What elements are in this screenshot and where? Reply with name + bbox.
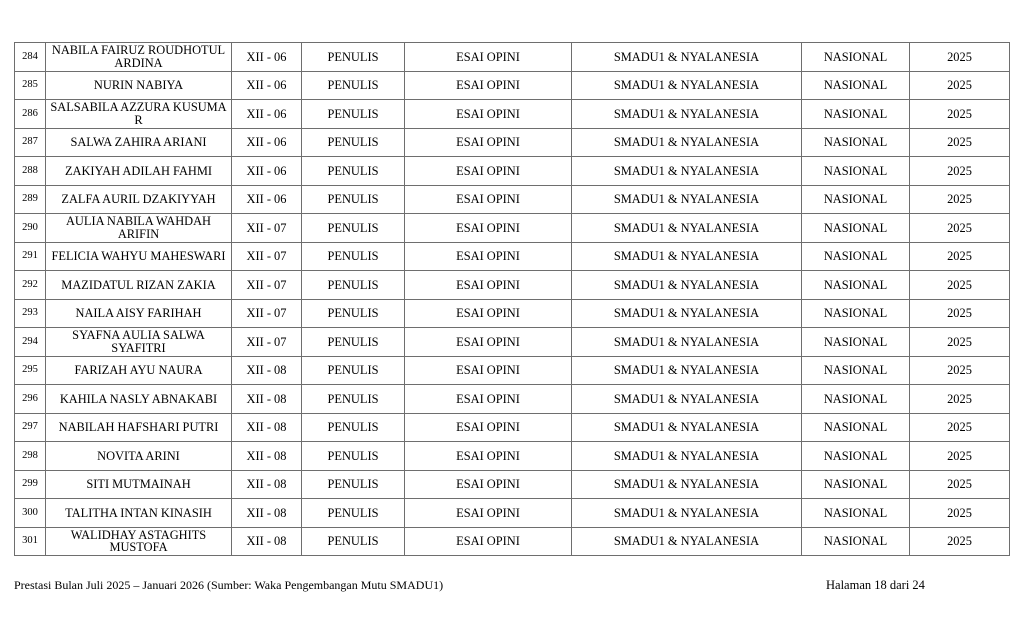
cell-competition: ESAI OPINI: [405, 271, 572, 300]
cell-year: 2025: [910, 271, 1010, 300]
cell-organizer: SMADU1 & NYALANESIA: [572, 157, 802, 186]
cell-organizer: SMADU1 & NYALANESIA: [572, 271, 802, 300]
achievement-table-wrapper: [14, 42, 1010, 556]
cell-student-name: SALWA ZAHIRA ARIANI: [46, 128, 232, 157]
cell-competition: ESAI OPINI: [405, 100, 572, 129]
table-row: [15, 71, 1010, 100]
cell-level: NASIONAL: [802, 328, 910, 357]
cell-role: PENULIS: [302, 214, 405, 243]
cell-competition: ESAI OPINI: [405, 43, 572, 72]
cell-organizer: SMADU1 & NYALANESIA: [572, 328, 802, 357]
cell-year: 2025: [910, 71, 1010, 100]
cell-student-name: FELICIA WAHYU MAHESWARI: [46, 242, 232, 271]
cell-year: 2025: [910, 185, 1010, 214]
cell-role: PENULIS: [302, 385, 405, 414]
cell-organizer: SMADU1 & NYALANESIA: [572, 242, 802, 271]
cell-organizer: SMADU1 & NYALANESIA: [572, 385, 802, 414]
cell-class: XII - 07: [232, 328, 302, 357]
cell-student-name: NURIN NABIYA: [46, 71, 232, 100]
cell-organizer: SMADU1 & NYALANESIA: [572, 299, 802, 328]
cell-level: NASIONAL: [802, 43, 910, 72]
cell-role: PENULIS: [302, 442, 405, 471]
cell-student-name: ZALFA AURIL DZAKIYYAH: [46, 185, 232, 214]
table-row: [15, 271, 1010, 300]
cell-number: 301: [15, 527, 46, 556]
cell-organizer: SMADU1 & NYALANESIA: [572, 499, 802, 528]
cell-role: PENULIS: [302, 43, 405, 72]
cell-year: 2025: [910, 385, 1010, 414]
table-row: [15, 157, 1010, 186]
cell-role: PENULIS: [302, 100, 405, 129]
cell-number: 286: [15, 100, 46, 129]
cell-student-name: TALITHA INTAN KINASIH: [46, 499, 232, 528]
cell-competition: ESAI OPINI: [405, 442, 572, 471]
cell-student-name: NAILA AISY FARIHAH: [46, 299, 232, 328]
cell-number: 290: [15, 214, 46, 243]
cell-year: 2025: [910, 43, 1010, 72]
cell-role: PENULIS: [302, 470, 405, 499]
cell-level: NASIONAL: [802, 71, 910, 100]
cell-year: 2025: [910, 157, 1010, 186]
cell-role: PENULIS: [302, 328, 405, 357]
cell-competition: ESAI OPINI: [405, 527, 572, 556]
cell-student-name: SALSABILA AZZURA KUSUMA R: [46, 100, 232, 129]
table-row: [15, 385, 1010, 414]
cell-class: XII - 06: [232, 100, 302, 129]
cell-year: 2025: [910, 442, 1010, 471]
cell-class: XII - 07: [232, 271, 302, 300]
cell-competition: ESAI OPINI: [405, 157, 572, 186]
cell-class: XII - 07: [232, 214, 302, 243]
cell-level: NASIONAL: [802, 442, 910, 471]
cell-role: PENULIS: [302, 527, 405, 556]
cell-number: 289: [15, 185, 46, 214]
cell-organizer: SMADU1 & NYALANESIA: [572, 442, 802, 471]
cell-student-name: KAHILA NASLY ABNAKABI: [46, 385, 232, 414]
footer-source: Prestasi Bulan Juli 2025 – Januari 2026 (Sumber: Waka Pengembangan Mutu SMADU1): [14, 578, 444, 592]
cell-student-name: NABILA FAIRUZ ROUDHOTUL ARDINA: [46, 43, 232, 72]
table-row: [15, 527, 1010, 556]
footer-page-number: Halaman 18 dari 24: [826, 578, 925, 592]
cell-organizer: SMADU1 & NYALANESIA: [572, 185, 802, 214]
cell-class: XII - 06: [232, 185, 302, 214]
cell-student-name: AULIA NABILA WAHDAH ARIFIN: [46, 214, 232, 243]
cell-class: XII - 08: [232, 527, 302, 556]
cell-organizer: SMADU1 & NYALANESIA: [572, 128, 802, 157]
cell-number: 299: [15, 470, 46, 499]
cell-level: NASIONAL: [802, 242, 910, 271]
cell-level: NASIONAL: [802, 527, 910, 556]
cell-number: 287: [15, 128, 46, 157]
cell-level: NASIONAL: [802, 185, 910, 214]
cell-role: PENULIS: [302, 71, 405, 100]
cell-class: XII - 07: [232, 242, 302, 271]
cell-competition: ESAI OPINI: [405, 413, 572, 442]
table-row: [15, 100, 1010, 129]
cell-year: 2025: [910, 214, 1010, 243]
cell-year: 2025: [910, 100, 1010, 129]
cell-competition: ESAI OPINI: [405, 470, 572, 499]
cell-class: XII - 07: [232, 299, 302, 328]
table-row: [15, 413, 1010, 442]
cell-class: XII - 06: [232, 157, 302, 186]
cell-year: 2025: [910, 242, 1010, 271]
cell-competition: ESAI OPINI: [405, 328, 572, 357]
cell-level: NASIONAL: [802, 299, 910, 328]
cell-role: PENULIS: [302, 356, 405, 385]
table-row: [15, 242, 1010, 271]
cell-year: 2025: [910, 470, 1010, 499]
cell-organizer: SMADU1 & NYALANESIA: [572, 100, 802, 129]
cell-year: 2025: [910, 499, 1010, 528]
cell-organizer: SMADU1 & NYALANESIA: [572, 527, 802, 556]
cell-role: PENULIS: [302, 271, 405, 300]
cell-competition: ESAI OPINI: [405, 356, 572, 385]
table-row: [15, 185, 1010, 214]
cell-organizer: SMADU1 & NYALANESIA: [572, 470, 802, 499]
cell-level: NASIONAL: [802, 157, 910, 186]
cell-student-name: FARIZAH AYU NAURA: [46, 356, 232, 385]
table-row: [15, 328, 1010, 357]
cell-organizer: SMADU1 & NYALANESIA: [572, 214, 802, 243]
cell-class: XII - 08: [232, 442, 302, 471]
cell-number: 293: [15, 299, 46, 328]
cell-year: 2025: [910, 356, 1010, 385]
cell-competition: ESAI OPINI: [405, 299, 572, 328]
cell-class: XII - 08: [232, 499, 302, 528]
cell-level: NASIONAL: [802, 385, 910, 414]
cell-year: 2025: [910, 128, 1010, 157]
table-row: [15, 356, 1010, 385]
cell-competition: ESAI OPINI: [405, 71, 572, 100]
cell-level: NASIONAL: [802, 271, 910, 300]
cell-class: XII - 08: [232, 470, 302, 499]
cell-level: NASIONAL: [802, 499, 910, 528]
cell-student-name: WALIDHAY ASTAGHITS MUSTOFA: [46, 527, 232, 556]
table-row: [15, 43, 1010, 72]
cell-student-name: MAZIDATUL RIZAN ZAKIA: [46, 271, 232, 300]
cell-number: 297: [15, 413, 46, 442]
cell-level: NASIONAL: [802, 128, 910, 157]
cell-class: XII - 06: [232, 128, 302, 157]
cell-number: 285: [15, 71, 46, 100]
cell-competition: ESAI OPINI: [405, 128, 572, 157]
cell-role: PENULIS: [302, 128, 405, 157]
cell-class: XII - 08: [232, 356, 302, 385]
cell-level: NASIONAL: [802, 214, 910, 243]
table-row: [15, 214, 1010, 243]
cell-role: PENULIS: [302, 185, 405, 214]
cell-organizer: SMADU1 & NYALANESIA: [572, 413, 802, 442]
table-body: [15, 43, 1010, 556]
cell-level: NASIONAL: [802, 470, 910, 499]
cell-competition: ESAI OPINI: [405, 185, 572, 214]
cell-competition: ESAI OPINI: [405, 242, 572, 271]
table-row: [15, 299, 1010, 328]
cell-organizer: SMADU1 & NYALANESIA: [572, 356, 802, 385]
cell-student-name: ZAKIYAH ADILAH FAHMI: [46, 157, 232, 186]
cell-year: 2025: [910, 328, 1010, 357]
cell-role: PENULIS: [302, 242, 405, 271]
cell-class: XII - 08: [232, 413, 302, 442]
cell-year: 2025: [910, 299, 1010, 328]
cell-class: XII - 06: [232, 71, 302, 100]
cell-level: NASIONAL: [802, 356, 910, 385]
table-row: [15, 128, 1010, 157]
cell-role: PENULIS: [302, 413, 405, 442]
table-row: [15, 470, 1010, 499]
cell-number: 298: [15, 442, 46, 471]
table-row: [15, 442, 1010, 471]
cell-number: 288: [15, 157, 46, 186]
cell-level: NASIONAL: [802, 100, 910, 129]
cell-role: PENULIS: [302, 499, 405, 528]
cell-role: PENULIS: [302, 299, 405, 328]
cell-competition: ESAI OPINI: [405, 214, 572, 243]
cell-class: XII - 08: [232, 385, 302, 414]
cell-level: NASIONAL: [802, 413, 910, 442]
cell-role: PENULIS: [302, 157, 405, 186]
cell-student-name: NOVITA ARINI: [46, 442, 232, 471]
cell-number: 300: [15, 499, 46, 528]
cell-student-name: SITI MUTMAINAH: [46, 470, 232, 499]
cell-number: 291: [15, 242, 46, 271]
cell-organizer: SMADU1 & NYALANESIA: [572, 71, 802, 100]
cell-number: 284: [15, 43, 46, 72]
cell-competition: ESAI OPINI: [405, 499, 572, 528]
cell-number: 294: [15, 328, 46, 357]
cell-competition: ESAI OPINI: [405, 385, 572, 414]
achievement-table: [14, 42, 1010, 556]
cell-student-name: NABILAH HAFSHARI PUTRI: [46, 413, 232, 442]
cell-number: 295: [15, 356, 46, 385]
cell-number: 292: [15, 271, 46, 300]
cell-year: 2025: [910, 413, 1010, 442]
cell-class: XII - 06: [232, 43, 302, 72]
cell-organizer: SMADU1 & NYALANESIA: [572, 43, 802, 72]
cell-number: 296: [15, 385, 46, 414]
table-row: [15, 499, 1010, 528]
cell-year: 2025: [910, 527, 1010, 556]
cell-student-name: SYAFNA AULIA SALWA SYAFITRI: [46, 328, 232, 357]
